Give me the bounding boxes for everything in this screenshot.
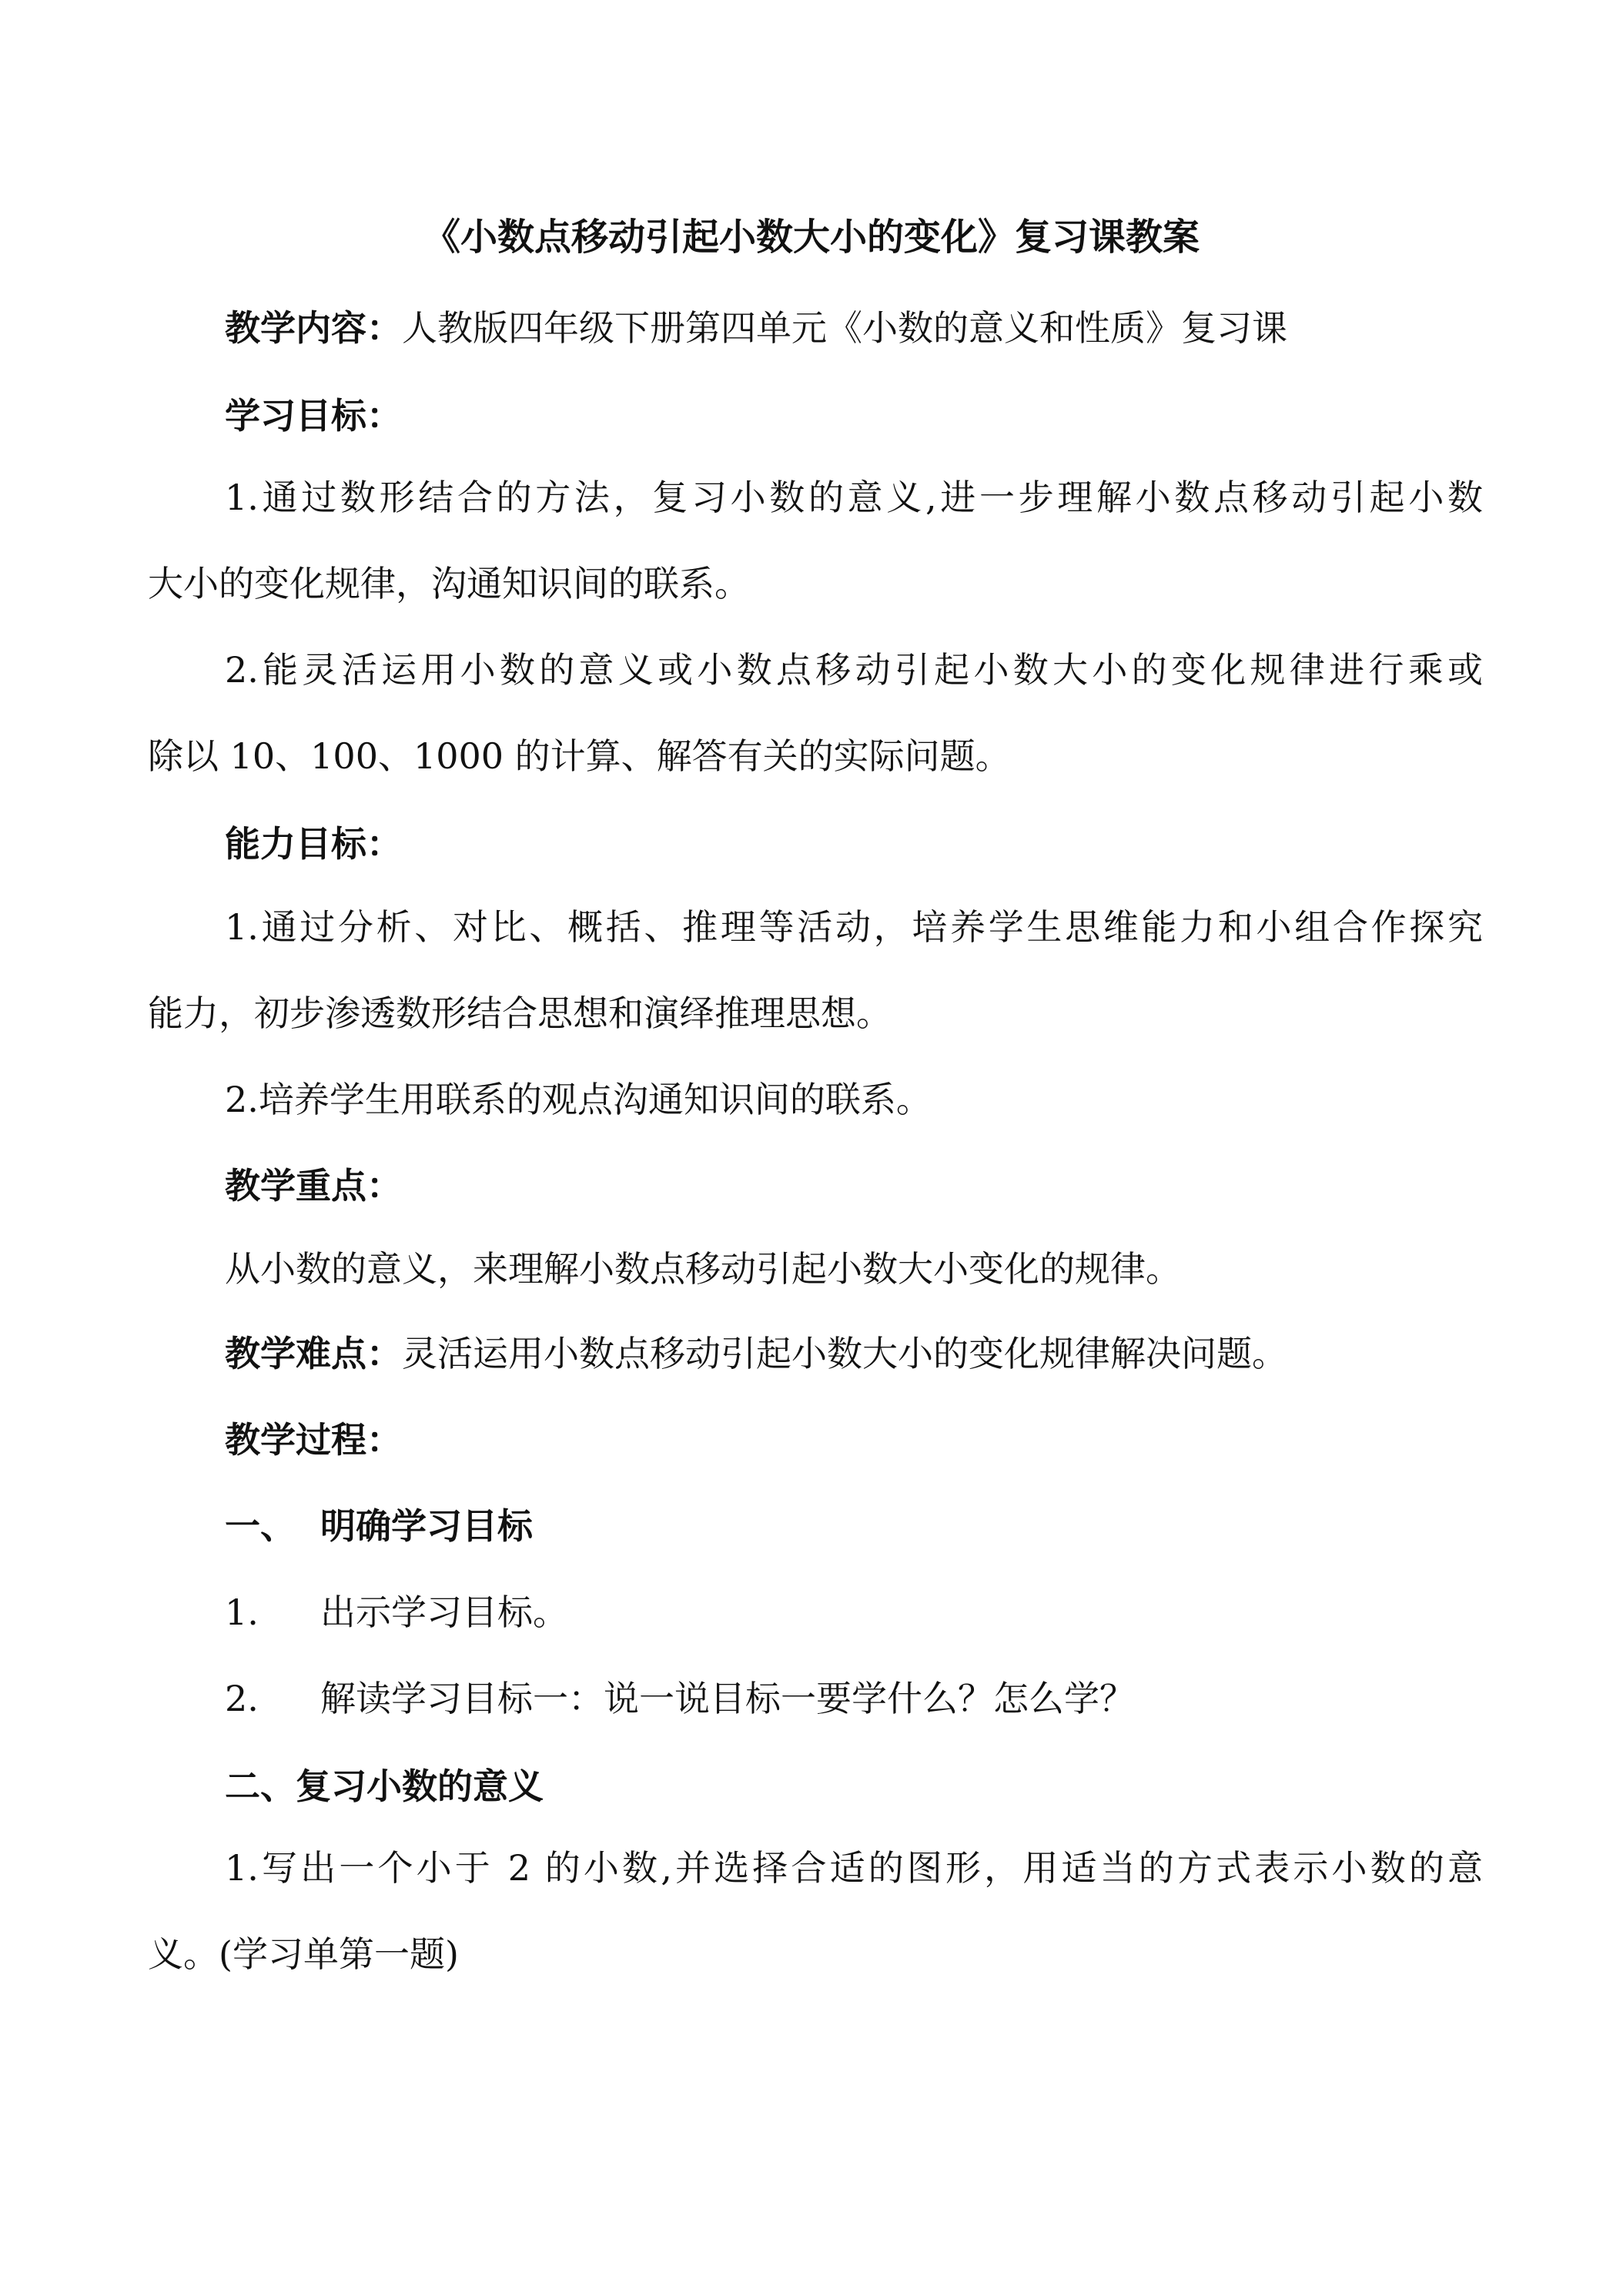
document-title: 《小数点移动引起小数大小的变化》复习课教案 <box>423 216 1200 259</box>
section-2-heading: 二、复习小数的意义 <box>225 1766 544 1807</box>
section-1-step-1 <box>225 1589 568 1635</box>
learning-goal-1-line-2: 大小的变化规律，沟通知识间的联系。 <box>148 563 750 604</box>
section-2-item-1-line-1: 1.写出一个小于 2 的小数,并选择合适的图形，用适当的方式表示小数的意 <box>225 1847 1483 1889</box>
section-1-heading: 一、 明确学习目标 <box>225 1505 534 1547</box>
teaching-content-line <box>225 305 1287 351</box>
teaching-content-label: 教学内容： <box>225 307 402 349</box>
teaching-content-text: 人教版四年级下册第四单元《小数的意义和性质》复习课 <box>402 307 1287 349</box>
process-heading: 教学过程： <box>225 1419 402 1461</box>
ability-goal-1-line-2: 能力，初步渗透数形结合思想和演绎推理思想。 <box>148 992 892 1034</box>
learning-goal-2-line-2: 除以 10、100、1000 的计算、解答有关的实际问题。 <box>148 735 1011 777</box>
key-point-text: 从小数的意义，来理解小数点移动引起小数大小变化的规律。 <box>225 1248 1181 1290</box>
step-1-text: 出示学习目标。 <box>320 1591 568 1633</box>
learning-goal-1-line-1: 1.通过数形结合的方法，复习小数的意义,进一步理解小数点移动引起小数 <box>225 477 1483 518</box>
section-1-step-2 <box>225 1675 1135 1722</box>
ability-goals-heading: 能力目标： <box>225 823 402 865</box>
ability-goal-1-line-1: 1.通过分析、对比、概括、推理等活动，培养学生思维能力和小组合作探究 <box>225 906 1483 948</box>
step-2-text: 解读学习目标一：说一说目标一要学什么？怎么学？ <box>320 1678 1135 1719</box>
step-2-number: 2. <box>225 1678 259 1719</box>
section-2-item-1-line-2: 义。(学习单第一题) <box>148 1933 459 1975</box>
learning-goal-2-line-1: 2.能灵活运用小数的意义或小数点移动引起小数大小的变化规律进行乘或 <box>225 649 1483 691</box>
difficulty-label: 教学难点： <box>225 1333 402 1374</box>
difficulty-text: 灵活运用小数点移动引起小数大小的变化规律解决问题。 <box>402 1333 1287 1374</box>
difficulty-line <box>225 1330 1287 1377</box>
learning-goals-heading: 学习目标： <box>225 395 402 437</box>
step-1-number: 1. <box>225 1591 259 1633</box>
key-point-heading: 教学重点： <box>225 1165 402 1207</box>
ability-goal-2: 2.培养学生用联系的观点沟通知识间的联系。 <box>225 1079 932 1120</box>
